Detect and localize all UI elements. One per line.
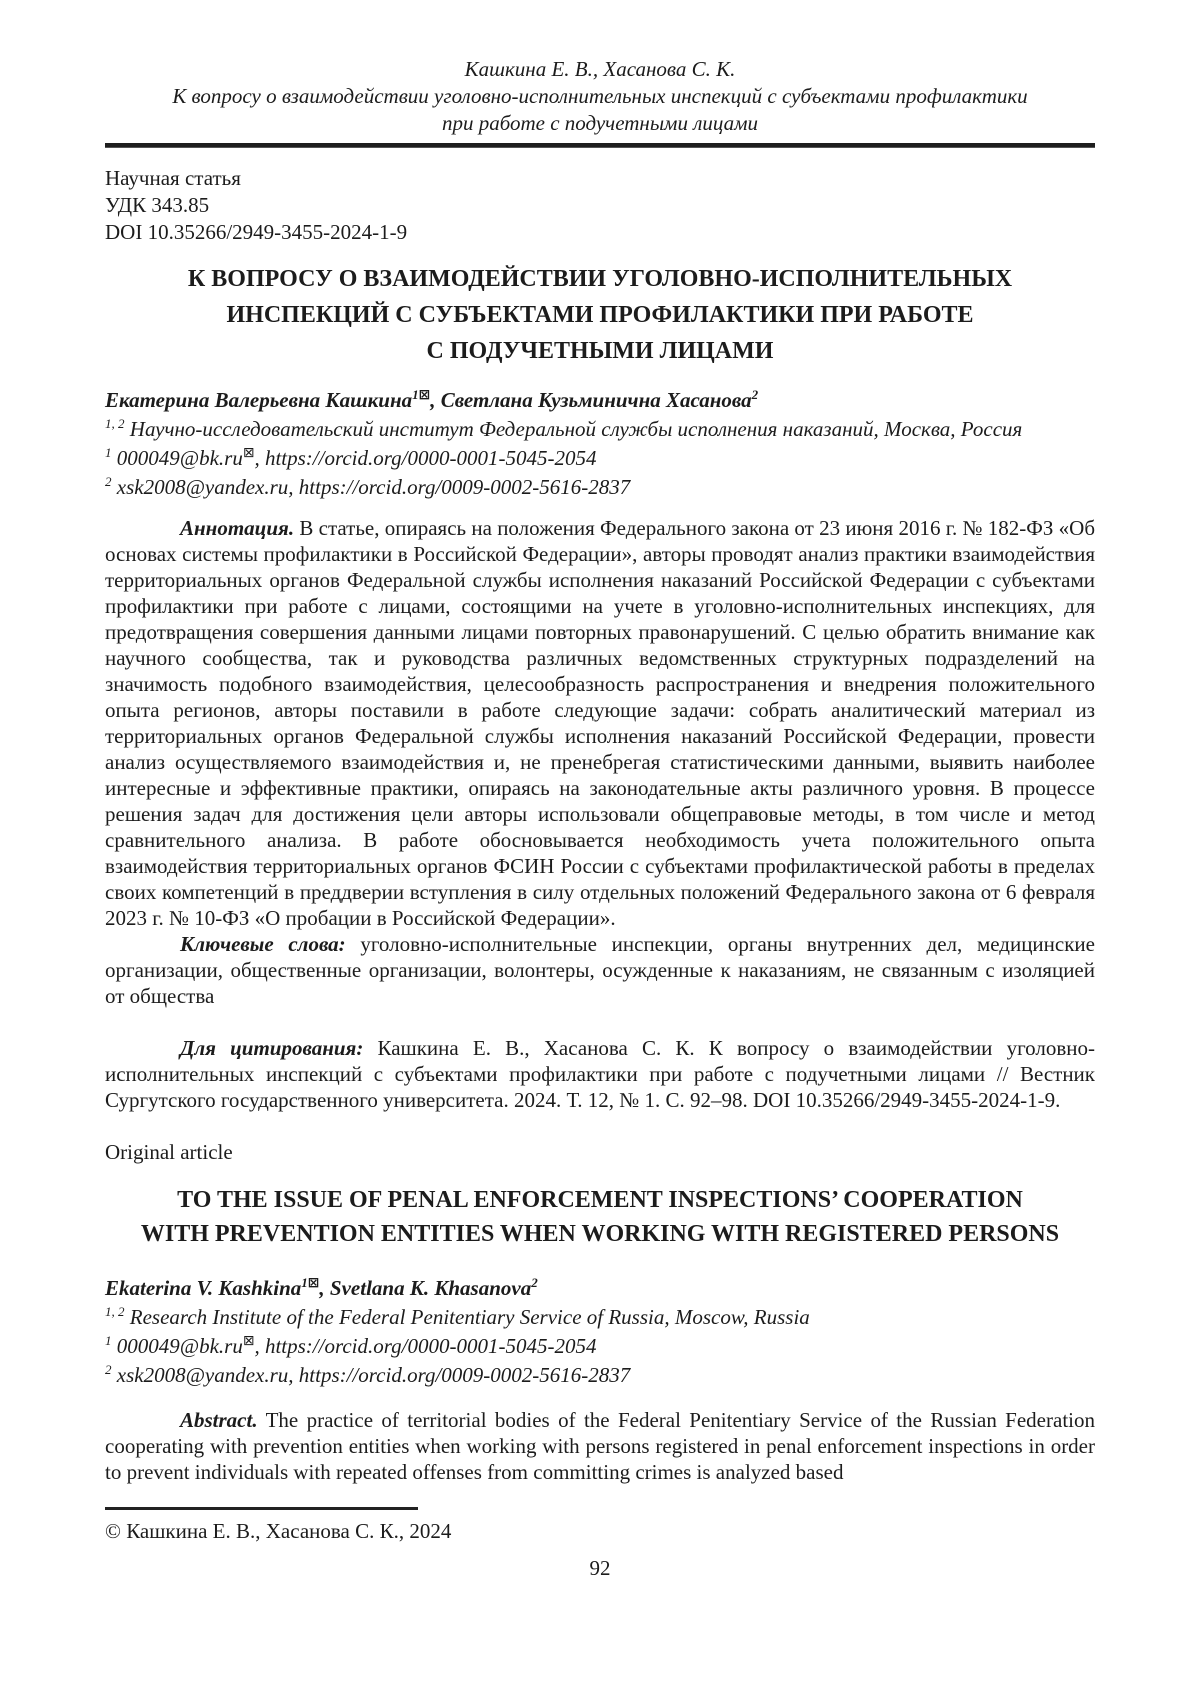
envelope-icon: ⊠ [418,387,431,403]
email-ru-1-orcid: , https://orcid.org/0000-0001-5045-2054 [254,446,597,470]
author-en-2-affil-mark: 2 [531,1275,538,1290]
email-en-2-sup: 2 [105,1362,112,1377]
authors-separator: , [430,388,441,412]
email-en-1-sup: 1 [105,1333,112,1348]
running-head-title-line2: при работе с подучетными лицами [441,111,759,135]
keywords-ru-label: Ключевые слова: [180,932,346,956]
email-line-ru-1 [105,444,1095,473]
abstract-ru [105,515,1095,931]
abstract-ru-text: В статье, опираясь на положения Федерального закона от 23 июня 2016 г. № 182-ФЗ «Об основах системы профилактики в Российской Федерации», авторы проводят анализ практики взаимодействия территориальных органов Федеральной службы исполнения наказаний Российской Федерации с субъектами профилактики при работе с лицами, состоящими на учете в уголовно-исполнительных инспекциях, для предотвращения совершения данными лицами повторных правонарушений. С целью обратить внимание как научного сообщества, так и руководства различных ведомственных структурных подразделений на значимость подобного взаимодействия, целесообразность распространения и внедрения положительного опыта регионов, авторы поставили в работе следующие задачи: собрать аналитический материал из территориальных органов Федеральной службы исполнения наказаний Российской Федерации, провести анализ осуществляемого взаимодействия и, не пренебрегая статистическими данными, выявить наиболее интересные и эффективные практики, опираясь на законодательные акты различного уровня. В процессе решения задач для достижения цели авторы использовали общеправовые методы, в том числе и метод сравнительного анализа. В работе обосновывается необходимость учета положительного опыта взаимодействия территориальных органов ФСИН России с субъектами профилактической работы в пределах своих компетенций в преддверии вступления в силу отдельных положений Федерального закона от 6 февраля 2023 г. № 10-ФЗ «О пробации в Российской Федерации». [105,516,1095,930]
article-title-en-line1: TO THE ISSUE OF PENAL ENFORCEMENT INSPECTIONS’ COOPERATION [177,1187,1023,1213]
author-en-1: Ekaterina V. Kashkina [105,1276,302,1300]
copyright-line: © Кашкина Е. В., Хасанова С. К., 2024 [105,1519,452,1543]
article-title-ru-line3: С ПОДУЧЕТНЫМИ ЛИЦАМИ [426,338,774,364]
running-head-title-line1: К вопросу о взаимодействии уголовно-исполнительных инспекций с субъектами профилактики [172,84,1028,108]
email-en-1-orcid: , https://orcid.org/0000-0001-5045-2054 [254,1334,597,1358]
envelope-icon: ⊠ [307,1275,320,1291]
authors-line-ru [105,386,1095,415]
email-line-en-1 [105,1332,1095,1361]
author-ru-2: Светлана Кузьминична Хасанова [440,388,752,412]
doi-line: DOI 10.35266/2949-3455-2024-1-9 [105,220,408,244]
affiliation-en [105,1303,1095,1332]
authors-block-en [105,1274,1095,1390]
email-en-1-address: 000049@bk.ru [111,1334,243,1358]
author-ru-1: Екатерина Валерьевна Кашкина [105,388,413,412]
citation-ru-label: Для цитирования: [180,1036,364,1060]
keywords-ru [105,931,1095,1009]
abstract-en-label: Abstract. [180,1408,258,1432]
email-ru-1-address: 000049@bk.ru [111,446,243,470]
running-head [105,56,1095,137]
author-ru-1-affil-mark: 1 [412,387,419,402]
running-head-authors: Кашкина Е. В., Хасанова С. К. [464,57,736,81]
article-title-ru-line2: ИНСПЕКЦИЙ С СУБЪЕКТАМИ ПРОФИЛАКТИКИ ПРИ РАБОТЕ [226,302,974,328]
abstract-en-text: The practice of territorial bodies of the Federal Penitentiary Service of the Russian Federation cooperating with prevention entities when working with persons registered in penal enforcement inspections in order to prevent individuals with repeated offenses from committing crimes is analyzed based [105,1408,1095,1484]
email-line-en-2 [105,1361,1095,1390]
email-ru-2-text: xsk2008@yandex.ru, https://orcid.org/0009-0002-5616-2837 [111,475,631,499]
article-type-ru: Научная статья [105,166,241,190]
keywords-ru-text: уголовно-исполнительные инспекции, органы внутренних дел, медицинские организации, общественные организации, волонтеры, осужденные к наказаниям, не связанным с изоляцией от общества [105,932,1095,1008]
article-meta [105,165,1095,246]
article-title-ru [105,261,1095,369]
article-title-ru-line1: К ВОПРОСУ О ВЗАИМОДЕЙСТВИИ УГОЛОВНО-ИСПОЛНИТЕЛЬНЫХ [187,266,1013,292]
affiliation-ru-sup: 1, 2 [105,416,125,431]
author-en-2: Svetlana K. Khasanova [329,1276,532,1300]
email-en-2-text: xsk2008@yandex.ru, https://orcid.org/0009-0002-5616-2837 [111,1363,631,1387]
udc-code: УДК 343.85 [105,193,210,217]
email-ru-2-sup: 2 [105,474,112,489]
affiliation-en-sup: 1, 2 [105,1304,125,1319]
citation-ru [105,1035,1095,1113]
footnote-divider [105,1507,418,1510]
envelope-icon: ⊠ [242,1333,255,1349]
citation-ru-text: Кашкина Е. В., Хасанова С. К. К вопросу о взаимодействии уголовно-исполнительных инспекций с субъектами профилактики при работе с подучетными лицами // Вестник Сургутского государственного университета. 2024. Т. 12, № 1. С. 92–98. DOI 10.35266/2949-3455-2024-1-9. [105,1036,1096,1112]
authors-block-ru [105,386,1095,502]
authors-line-en [105,1274,1095,1303]
author-en-1-affil-mark: 1 [301,1275,308,1290]
affiliation-ru [105,415,1095,444]
abstract-en [105,1407,1095,1485]
envelope-icon: ⊠ [242,445,255,461]
page-number: 92 [589,1556,611,1580]
email-ru-1-sup: 1 [105,445,112,460]
affiliation-en-text: Research Institute of the Federal Penitentiary Service of Russia, Moscow, Russia [124,1305,810,1329]
affiliation-ru-text: Научно-исследовательский институт Федеральной службы исполнения наказаний, Москва, Россия [124,417,1023,441]
article-title-en-line2: WITH PREVENTION ENTITIES WHEN WORKING WITH REGISTERED PERSONS [140,1221,1060,1247]
abstract-ru-label: Аннотация. [180,516,295,540]
authors-separator-en: , [319,1276,330,1300]
header-divider [105,143,1095,148]
author-ru-2-affil-mark: 2 [751,387,759,402]
article-type-en: Original article [105,1140,233,1164]
article-title-en [105,1183,1095,1251]
email-line-ru-2 [105,473,1095,502]
